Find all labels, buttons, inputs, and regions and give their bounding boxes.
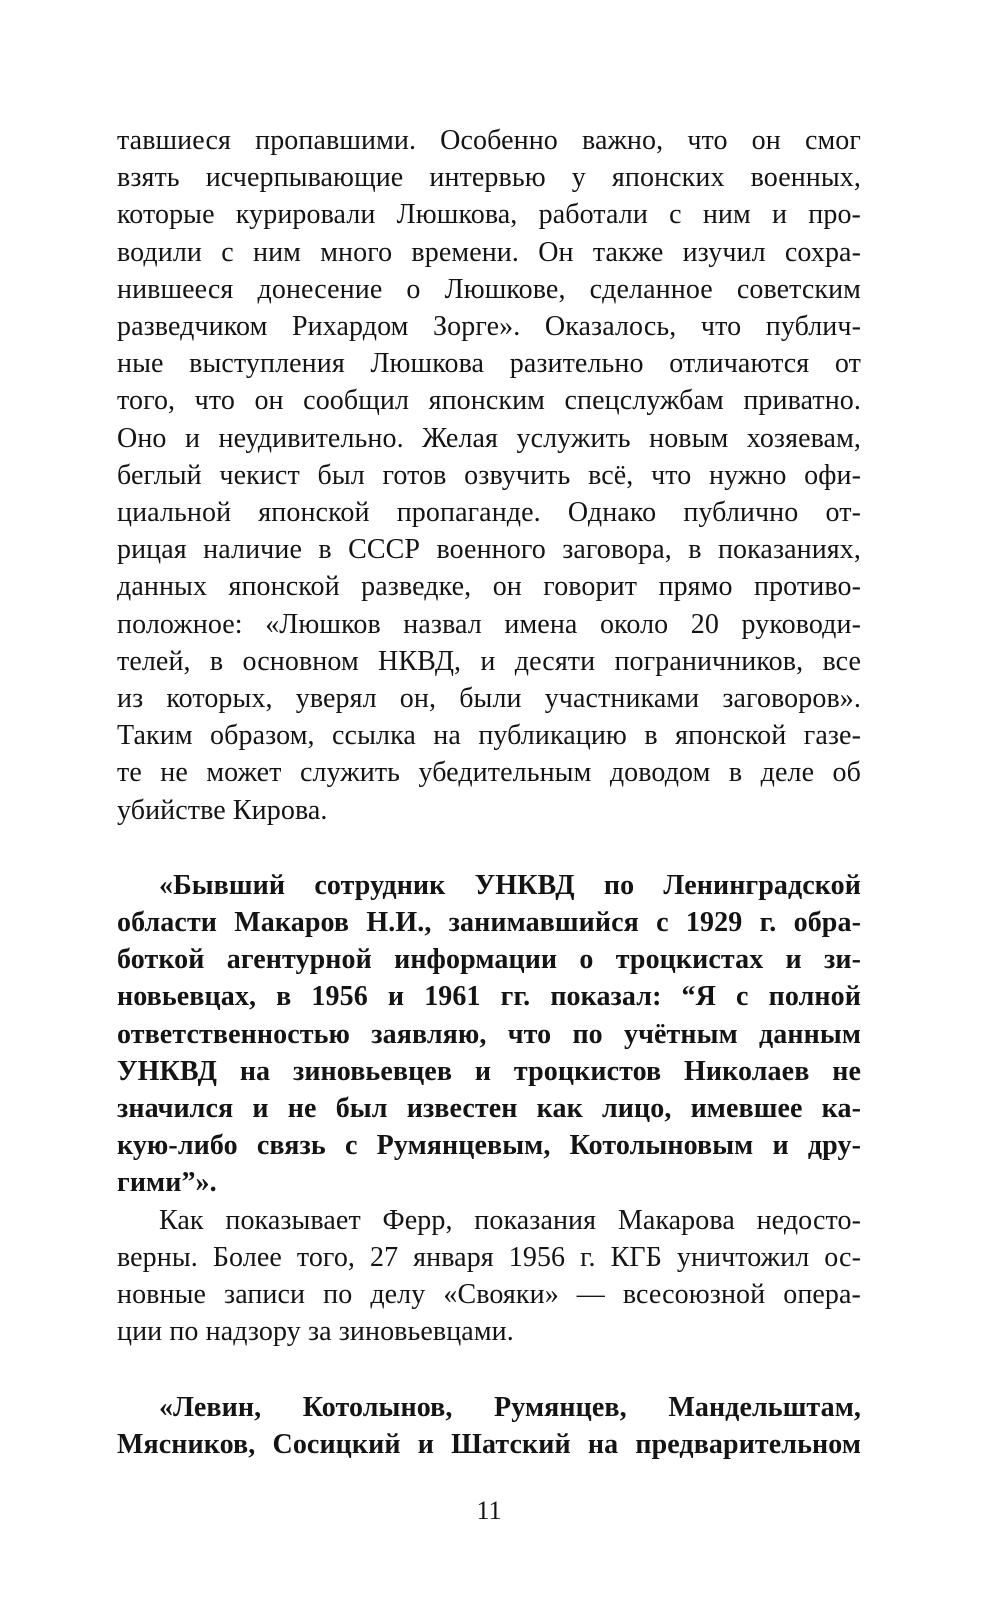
- text-line: рицая наличие в СССР военного заговора, в показаниях,: [117, 534, 861, 566]
- text-line: новные записи по делу «Свояки» — всесоюзной опера-: [117, 1279, 861, 1311]
- body-paragraph: [117, 1202, 861, 1351]
- text-line: данных японской разведке, он говорит прямо противо-: [117, 571, 861, 603]
- page-number: 11: [476, 1496, 502, 1525]
- text-line: тавшиеся пропавшими. Особенно важно, что он смог: [117, 125, 861, 156]
- text-line: области Макаров Н.И., занимавшийся с 1929 г. обра-: [117, 907, 861, 939]
- text-line: телей, в основном НКВД, и десяти пограничников, все: [117, 645, 861, 677]
- text-line: того, что он сообщил японским спецслужбам приватно.: [117, 385, 861, 417]
- text-line: кую-либо связь с Румянцевым, Котолыновым и дру-: [117, 1130, 861, 1162]
- body-paragraph: [117, 122, 861, 829]
- text-line: верны. Более того, 27 января 1956 г. КГБ уничтожил ос-: [117, 1241, 861, 1273]
- quote-paragraph: [117, 867, 861, 1202]
- text-line: из которых, уверял он, были участниками заговоров».: [117, 683, 861, 715]
- text-line: Мясников, Сосицкий и Шатский на предварительном: [117, 1428, 861, 1460]
- text-line: взять исчерпывающие интервью у японских военных,: [117, 162, 861, 194]
- text-line: ции по надзору за зиновьевцами.: [117, 1316, 514, 1348]
- text-line: ные выступления Люшкова разительно отличаются от: [117, 348, 861, 380]
- text-line: «Бывший сотрудник УНКВД по Ленинградской: [159, 869, 861, 901]
- text-line: гими”».: [117, 1167, 217, 1199]
- text-line: те не может служить убедительным доводом в деле об: [117, 757, 861, 789]
- text-line: новьевцах, в 1956 и 1961 гг. показал: “Я с полной: [117, 981, 861, 1013]
- text-line: «Левин, Котолынов, Румянцев, Мандельштам,: [159, 1391, 861, 1423]
- text-line: которые курировали Люшкова, работали с ним и про-: [117, 199, 861, 231]
- text-line: циальной японской пропаганде. Однако публично от-: [117, 497, 861, 529]
- text-line: нившееся донесение о Люшкове, сделанное советским: [117, 273, 861, 305]
- text-line: водили с ним много времени. Он также изучил сохра-: [117, 236, 861, 268]
- text-block: [117, 122, 861, 1463]
- text-line: боткой агентурной информации о троцкистах и зи-: [117, 944, 861, 976]
- quote-paragraph: [117, 1389, 861, 1463]
- text-line: Таким образом, ссылка на публикацию в японской газе-: [117, 720, 861, 752]
- text-line: Как показывает Ферр, показания Макарова недосто-: [159, 1204, 861, 1236]
- text-line: значился и не был известен как лицо, имевшее ка-: [117, 1093, 861, 1125]
- text-line: ответственностью заявляю, что по учётным данным: [117, 1018, 861, 1050]
- text-line: беглый чекист был готов озвучить всё, что нужно офи-: [117, 459, 861, 491]
- text-line: положное: «Люшков назвал имена около 20 руководи-: [117, 608, 861, 640]
- text-line: УНКВД на зиновьевцев и троцкистов Николаев не: [117, 1055, 861, 1087]
- text-line: Оно и неудивительно. Желая услужить новым хозяевам,: [117, 422, 861, 454]
- text-line: разведчиком Рихардом Зорге». Оказалось, что публич-: [117, 311, 861, 343]
- text-line: убийстве Кирова.: [117, 794, 328, 826]
